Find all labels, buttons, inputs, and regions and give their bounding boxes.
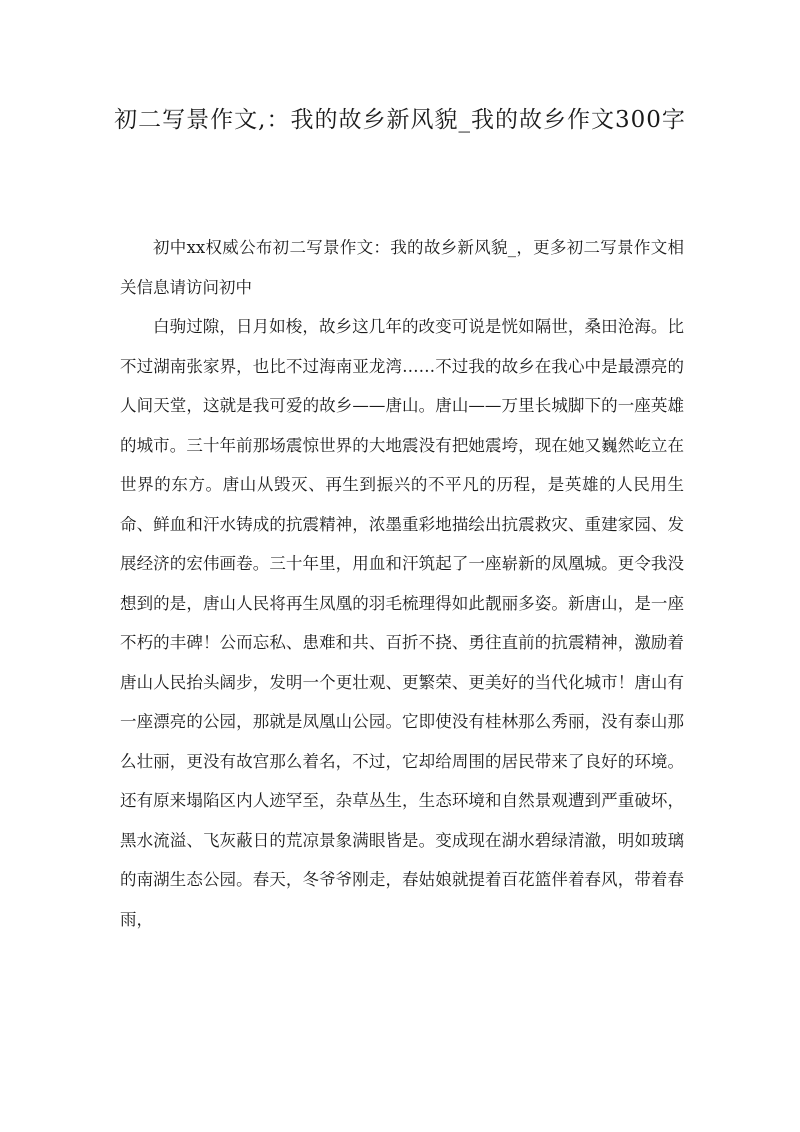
intro-paragraph: 初中xx权威公布初二写景作文：我的故乡新风貌_，更多初二写景作文相关信息请访问初中	[120, 238, 684, 297]
document-title: 初二写景作文,：我的故乡新风貌_我的故乡作文300字	[114, 107, 686, 133]
document-body	[120, 228, 684, 939]
main-paragraph: 白驹过隙，日月如梭，故乡这几年的改变可说是恍如隔世，桑田沧海。比不过湖南张家界，也比不过海南亚龙湾……不过我的故乡在我心中是最漂亮的人间天堂，这就是我可爱的故乡——唐山。唐山——万里长城脚下的一座英雄的城市。三十年前那场震惊世界的大地震没有把她震垮，现在她又巍然屹立在世界的东方。唐山从毁灭、再生到振兴的不平凡的历程，是英雄的人民用生命、鲜血和汗水铸成的抗震精神，浓墨重彩地描绘出抗震救灾、重建家园、发展经济的宏伟画卷。三十年里，用血和汗筑起了一座崭新的凤凰城。更令我没想到的是，唐山人民将再生凤凰的羽毛梳理得如此靓丽多姿。新唐山，是一座不朽的丰碑！公而忘私、患难和共、百折不挠、勇往直前的抗震精神，激励着唐山人民抬头阔步，发明一个更壮观、更繁荣、更美好的当代化城市！唐山有一座漂亮的公园，那就是凤凰山公园。它即使没有桂林那么秀丽，没有泰山那么壮丽，更没有故宫那么着名，不过，它却给周围的居民带来了良好的环境。还有原来塌陷区内人迹罕至，杂草丛生，生态环境和自然景观遭到严重破坏，黑水流溢、飞灰蔽日的荒凉景象满眼皆是。变成现在湖水碧绿清澈，明如玻璃的南湖生态公园。春天，冬爷爷刚走，春姑娘就提着百花篮伴着春风，带着春雨，	[120, 317, 684, 929]
